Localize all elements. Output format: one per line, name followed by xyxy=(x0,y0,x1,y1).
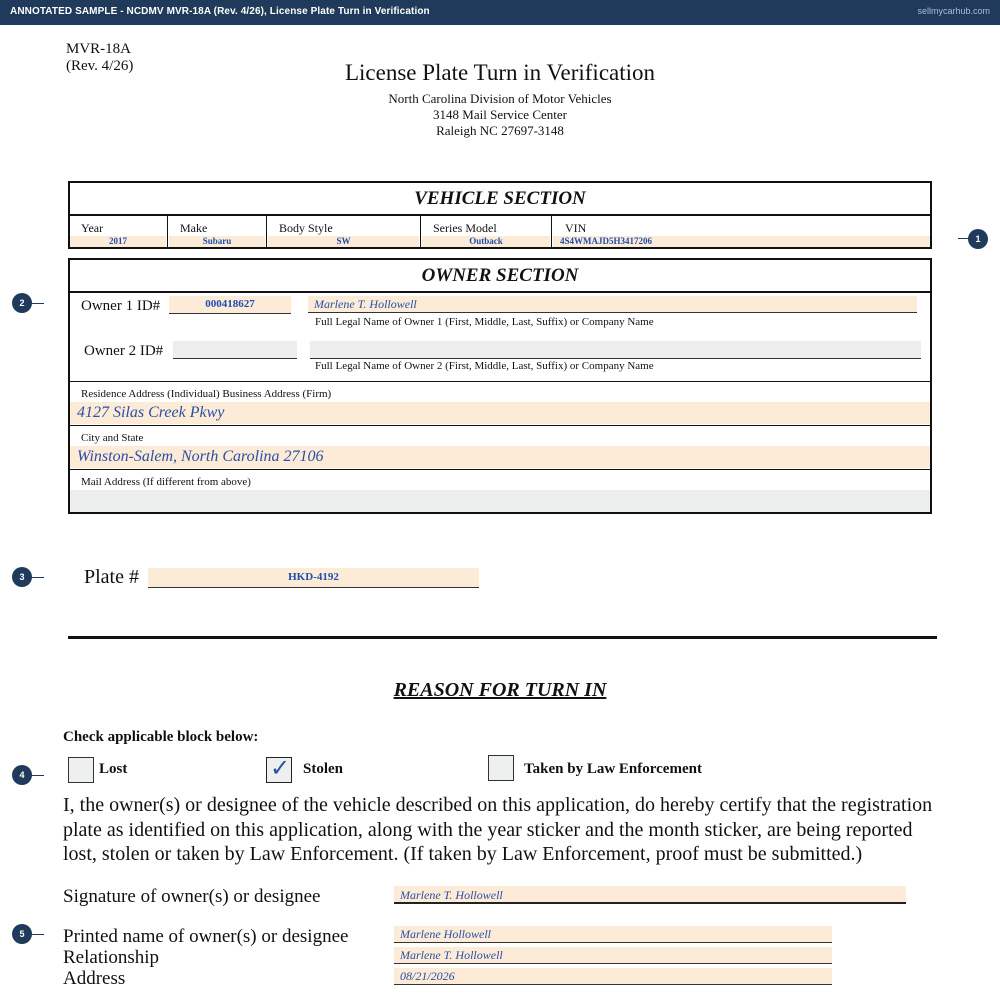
agency-address-1: 3148 Mail Service Center xyxy=(433,107,567,122)
residence-address-label: Residence Address (Individual) Business Address (Firm) xyxy=(81,388,332,400)
city-state-label: City and State xyxy=(81,432,144,444)
make-field[interactable]: Subaru xyxy=(169,236,265,247)
annotation-marker-4: 4 xyxy=(12,765,32,785)
vehicle-col-divider xyxy=(167,215,168,248)
owner-row-divider xyxy=(69,469,931,470)
owner2-name-caption: Full Legal Name of Owner 2 (First, Middle, Last, Suffix) or Company Name xyxy=(315,360,654,372)
owner1-name-caption: Full Legal Name of Owner 1 (First, Middle, Last, Suffix) or Company Name xyxy=(315,316,654,328)
stolen-checkbox[interactable] xyxy=(266,754,292,783)
city-state-field[interactable]: Winston-Salem, North Carolina 27106 xyxy=(70,446,930,468)
lost-checkbox[interactable] xyxy=(68,757,94,783)
printed-name-field[interactable]: Marlene Hollowell xyxy=(394,926,832,943)
annotation-marker-2: 2 xyxy=(12,293,32,313)
lost-label: Lost xyxy=(99,761,128,777)
stolen-label: Stolen xyxy=(303,761,344,777)
marker-2-leader xyxy=(30,303,44,304)
agency-name: North Carolina Division of Motor Vehicles xyxy=(388,91,612,106)
check-mark-icon: ✓ xyxy=(270,754,291,782)
owner-divider xyxy=(68,291,932,293)
agency-address-2: Raleigh NC 27697-3148 xyxy=(436,123,564,138)
section-rule xyxy=(68,636,937,639)
vin-field[interactable]: 4S4WMAJD5H3417206 xyxy=(553,236,930,247)
law-enforcement-label: Taken by Law Enforcement xyxy=(524,761,702,777)
make-label: Make xyxy=(180,221,208,235)
relationship-label: Relationship xyxy=(63,947,160,968)
vehicle-section-heading: VEHICLE SECTION xyxy=(414,188,586,209)
owner1-name-field[interactable]: Marlene T. Hollowell xyxy=(308,296,917,313)
owner2-id-field[interactable] xyxy=(173,341,297,359)
banner-title: ANNOTATED SAMPLE - NCDMV MVR-18A (Rev. 4/26), License Plate Turn in Verification xyxy=(10,6,430,17)
printed-name-label: Printed name of owner(s) or designee xyxy=(63,926,349,947)
vin-label: VIN xyxy=(565,221,587,235)
relationship-field[interactable]: Marlene T. Hollowell xyxy=(394,947,832,964)
form-revision: (Rev. 4/26) xyxy=(66,58,134,74)
reason-heading: REASON FOR TURN IN xyxy=(393,679,607,701)
owner2-name-field[interactable] xyxy=(310,341,921,359)
year-label: Year xyxy=(81,221,104,235)
form-code: MVR-18A xyxy=(66,41,132,57)
address-field[interactable]: 08/21/2026 xyxy=(394,968,832,985)
residence-address-field[interactable]: 4127 Silas Creek Pkwy xyxy=(70,402,930,424)
vehicle-col-divider xyxy=(420,215,421,248)
check-instruction: Check applicable block below: xyxy=(63,729,259,745)
annotation-marker-3: 3 xyxy=(12,567,32,587)
owner1-id-label: Owner 1 ID# xyxy=(81,298,161,314)
annotation-marker-5: 5 xyxy=(12,924,32,944)
banner-site-link[interactable]: sellmycarhub.com xyxy=(917,6,990,16)
certification-statement: I, the owner(s) or designee of the vehicle described on this application, do hereby certify that the registration plate as identified on this application, along with the year sticker and the month sticker, are being reported lost, stolen or taken by Law Enforcement. (If taken by Law Enforcement, proof must be submitted.) xyxy=(63,794,933,865)
law-enforcement-checkbox[interactable] xyxy=(488,755,514,781)
marker-4-leader xyxy=(30,775,44,776)
plate-label: Plate # xyxy=(84,566,139,588)
owner-row-divider xyxy=(69,425,931,426)
page-title: License Plate Turn in Verification xyxy=(344,60,656,85)
body-style-field[interactable]: SW xyxy=(268,236,419,247)
owner2-id-label: Owner 2 ID# xyxy=(84,343,164,359)
series-model-label: Series Model xyxy=(433,221,497,235)
annotation-marker-1: 1 xyxy=(968,229,988,249)
marker-3-leader xyxy=(30,577,44,578)
signature-field[interactable]: Marlene T. Hollowell xyxy=(394,886,906,904)
owner-row-divider xyxy=(69,381,931,382)
mail-address-label: Mail Address (If different from above) xyxy=(81,476,251,488)
top-banner xyxy=(0,0,1000,25)
plate-number-field[interactable]: HKD-4192 xyxy=(148,568,479,588)
vehicle-divider xyxy=(68,214,932,216)
vehicle-col-divider xyxy=(551,215,552,248)
signature-label: Signature of owner(s) or designee xyxy=(63,886,321,907)
marker-5-leader xyxy=(30,934,44,935)
owner-section-heading: OWNER SECTION xyxy=(421,265,579,286)
mail-address-field[interactable] xyxy=(70,490,930,512)
owner1-id-field[interactable]: 000418627 xyxy=(169,296,291,314)
body-style-label: Body Style xyxy=(279,221,333,235)
year-field[interactable]: 2017 xyxy=(70,236,166,247)
vehicle-col-divider xyxy=(266,215,267,248)
address-label: Address xyxy=(63,968,126,989)
series-model-field[interactable]: Outback xyxy=(422,236,550,247)
